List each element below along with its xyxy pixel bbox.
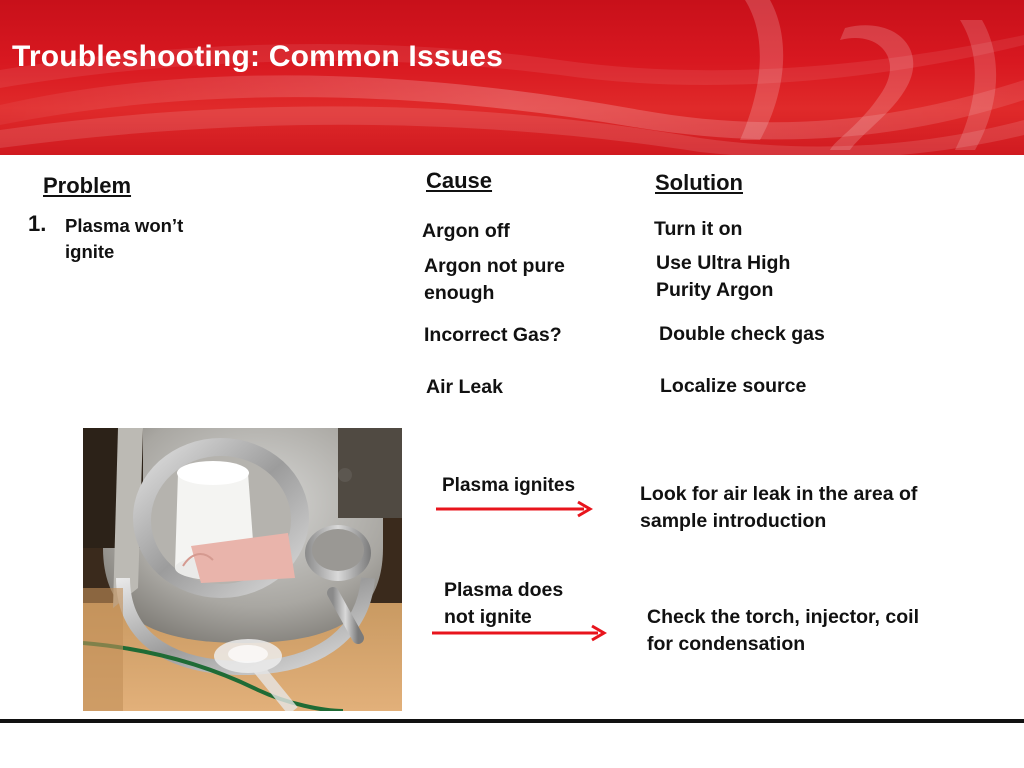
problem-text	[65, 213, 183, 265]
cause-item: Air Leak	[426, 376, 503, 398]
flow-action	[647, 604, 919, 658]
solution-item	[656, 250, 790, 304]
cause-item-line: Argon not pure	[424, 255, 565, 277]
torch-photo-image	[83, 428, 402, 711]
flow-condition: Plasma ignites	[442, 475, 576, 496]
flow-condition-line: not ignite	[444, 606, 532, 628]
flow-action-line: Check the torch, injector, coil	[647, 606, 919, 628]
solution-heading: Solution	[655, 170, 743, 195]
problem-number: 1.	[28, 211, 47, 236]
flow-condition	[444, 577, 563, 631]
problem-heading: Problem	[43, 173, 132, 198]
header-swoosh-decoration	[0, 0, 1024, 155]
cause-item: Incorrect Gas?	[424, 324, 562, 346]
slide-title: Troubleshooting: Common Issues	[12, 40, 504, 73]
flow-condition-line: Plasma does	[444, 579, 564, 601]
header-banner	[0, 0, 1024, 155]
flow-action-line: Look for air leak in the area of	[640, 483, 918, 505]
cause-heading: Cause	[426, 168, 493, 193]
footer-divider	[0, 719, 1024, 723]
flow-action-line: sample introduction	[640, 510, 827, 532]
problem-text-line: ignite	[65, 241, 115, 262]
arrow-right-icon	[432, 500, 602, 518]
problem-text-line: Plasma won’t	[65, 215, 184, 236]
cause-item	[424, 253, 565, 307]
flow-action	[640, 481, 917, 535]
flow-action-line: for condensation	[647, 633, 806, 655]
cause-item-line: enough	[424, 282, 495, 304]
torch-photo	[83, 428, 402, 711]
arrow-right-icon	[428, 624, 612, 642]
cause-item: Argon off	[422, 220, 510, 242]
solution-item: Turn it on	[654, 218, 743, 240]
solution-item-line: Use Ultra High	[656, 252, 791, 274]
solution-item-line: Purity Argon	[656, 279, 774, 301]
solution-item: Double check gas	[659, 323, 825, 345]
solution-item: Localize source	[660, 375, 807, 397]
